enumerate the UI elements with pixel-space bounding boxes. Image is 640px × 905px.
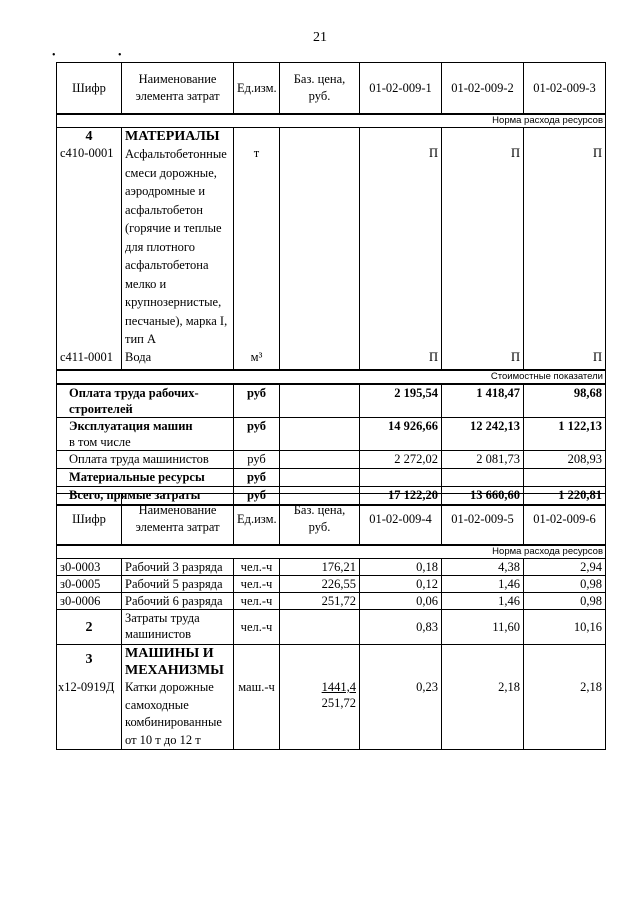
row-code: с410-0001 [57, 145, 122, 349]
row-value-2: 4,38 [442, 559, 524, 576]
row-value-3: 10,16 [524, 610, 606, 645]
row-value-2: 1,46 [442, 576, 524, 593]
resource-table-1 [56, 62, 606, 506]
cost-item [57, 468, 606, 486]
cost-value-1 [360, 468, 442, 486]
cost-unit: руб [234, 417, 280, 450]
header-unit: Ед.изм. [234, 63, 280, 115]
cost-value-2: 2 081,73 [442, 450, 524, 468]
section-code: 4 [57, 128, 122, 146]
cost-row [57, 370, 606, 384]
header-unit: Ед.изм. [234, 494, 280, 546]
header-col-1: 01-02-009-1 [360, 63, 442, 115]
norm-row [57, 545, 606, 559]
cost-item [57, 384, 606, 418]
row-value-3: П [524, 349, 606, 370]
row-price [280, 145, 360, 349]
header-col-2: 01-02-009-5 [442, 494, 524, 546]
cost-name: Оплата труда рабочих-строителей [57, 384, 234, 418]
cost-value-1: 2 195,54 [360, 384, 442, 418]
row-price-bottom: 251,72 [321, 696, 356, 710]
cost-unit: руб [234, 450, 280, 468]
cost-value-1: 14 926,66 [360, 417, 442, 450]
row-unit: чел.-ч [234, 576, 280, 593]
header-col-2: 01-02-009-2 [442, 63, 524, 115]
table-row [57, 559, 606, 576]
section-code: 3 [57, 645, 122, 680]
cost-label: Стоимостные показатели [57, 370, 606, 384]
header-col-3: 01-02-009-6 [524, 494, 606, 546]
row-value-1: 0,83 [360, 610, 442, 645]
row-unit: чел.-ч [234, 610, 280, 645]
row-code: с411-0001 [57, 349, 122, 370]
row-name: Рабочий 6 разряда [122, 593, 234, 610]
row-name: Рабочий 5 разряда [122, 576, 234, 593]
table-row [57, 679, 606, 750]
header-name: Наименование элемента затрат [122, 494, 234, 546]
cost-value-3: 1 122,13 [524, 417, 606, 450]
cost-value-3: 1 220,81 [524, 486, 606, 505]
row-name: Катки дорожные самоходные комбинированные от 10 т до 12 т [122, 679, 234, 750]
cost-value-2: 13 660,60 [442, 486, 524, 505]
cost-value-3: 208,93 [524, 450, 606, 468]
cost-subtitle: в том числе [69, 434, 131, 449]
row-unit: чел.-ч [234, 559, 280, 576]
row-unit: т [234, 145, 280, 349]
cost-value-1: 17 122,20 [360, 486, 442, 505]
row-value-3: 2,18 [524, 679, 606, 750]
row-unit: чел.-ч [234, 593, 280, 610]
cost-value-1: 2 272,02 [360, 450, 442, 468]
cost-value-3: 98,68 [524, 384, 606, 418]
table-row [57, 593, 606, 610]
row-value-1: 0,06 [360, 593, 442, 610]
row-value-1: 0,18 [360, 559, 442, 576]
scan-marks: • • [52, 50, 152, 61]
table-header [57, 494, 606, 546]
row-value-1: 0,12 [360, 576, 442, 593]
row-price: 176,21 [280, 559, 360, 576]
section-title: МАТЕРИАЛЫ [122, 128, 234, 146]
row-value-2: П [442, 349, 524, 370]
row-code: з0-0006 [57, 593, 122, 610]
cost-value-2 [442, 468, 524, 486]
row-code: 2 [57, 610, 122, 645]
cost-name: Эксплуатация машин [69, 418, 193, 433]
cost-item [57, 450, 606, 468]
section-title: МАШИНЫ И МЕХАНИЗМЫ [122, 645, 234, 680]
header-code: Шифр [57, 63, 122, 115]
header-col-3: 01-02-009-3 [524, 63, 606, 115]
row-name: Вода [122, 349, 234, 370]
page-number: 21 [313, 30, 327, 45]
table-row [57, 145, 606, 349]
row-unit: м³ [234, 349, 280, 370]
row-price: 251,72 [280, 593, 360, 610]
row-value-2: П [442, 145, 524, 349]
row-value-3: 2,94 [524, 559, 606, 576]
cost-unit: руб [234, 468, 280, 486]
cost-item [57, 417, 606, 450]
table-header [57, 63, 606, 115]
table-row [57, 576, 606, 593]
header-price: Баз. цена, руб. [280, 494, 360, 546]
row-name: Асфальтобетонные смеси дорожные, аэродромные и асфальтобетон (горячие и теплые для плотного асфальтобетона мелко и крупнозернистые, песчаные), марка I, тип А [122, 145, 234, 349]
row-value-3: 0,98 [524, 593, 606, 610]
table-row [57, 349, 606, 370]
row-price-cell [280, 679, 360, 750]
norm-label: Норма расхода ресурсов [57, 545, 606, 559]
cost-value-2: 12 242,13 [442, 417, 524, 450]
row-value-3: П [524, 145, 606, 349]
row-value-2: 2,18 [442, 679, 524, 750]
row-price-top: 1441,4 [321, 680, 356, 694]
row-code: з0-0005 [57, 576, 122, 593]
row-value-3: 0,98 [524, 576, 606, 593]
norm-row [57, 114, 606, 128]
table-row [57, 610, 606, 645]
header-col-1: 01-02-009-4 [360, 494, 442, 546]
row-name: Рабочий 3 разряда [122, 559, 234, 576]
row-value-1: П [360, 145, 442, 349]
row-code: з0-0003 [57, 559, 122, 576]
header-price: Баз. цена, руб. [280, 63, 360, 115]
row-price [280, 349, 360, 370]
cost-value-3 [524, 468, 606, 486]
header-name: Наименование элемента затрат [122, 63, 234, 115]
resource-table-2 [56, 493, 606, 750]
row-value-1: П [360, 349, 442, 370]
section-row [57, 128, 606, 146]
row-name: Затраты труда машинистов [122, 610, 234, 645]
cost-unit: руб [234, 384, 280, 418]
cost-unit: руб [234, 486, 280, 505]
row-value-2: 11,60 [442, 610, 524, 645]
row-code: х12-0919Д [57, 679, 122, 750]
section-row [57, 645, 606, 680]
cost-name: Оплата труда машинистов [57, 450, 234, 468]
row-value-2: 1,46 [442, 593, 524, 610]
cost-name: Материальные ресурсы [57, 468, 234, 486]
cost-value-2: 1 418,47 [442, 384, 524, 418]
row-unit: маш.-ч [234, 679, 280, 750]
cost-name: Всего, прямые затраты [57, 486, 234, 505]
header-code: Шифр [57, 494, 122, 546]
row-value-1: 0,23 [360, 679, 442, 750]
norm-label: Норма расхода ресурсов [57, 114, 606, 128]
cost-name-cell [57, 417, 234, 450]
row-price: 226,55 [280, 576, 360, 593]
